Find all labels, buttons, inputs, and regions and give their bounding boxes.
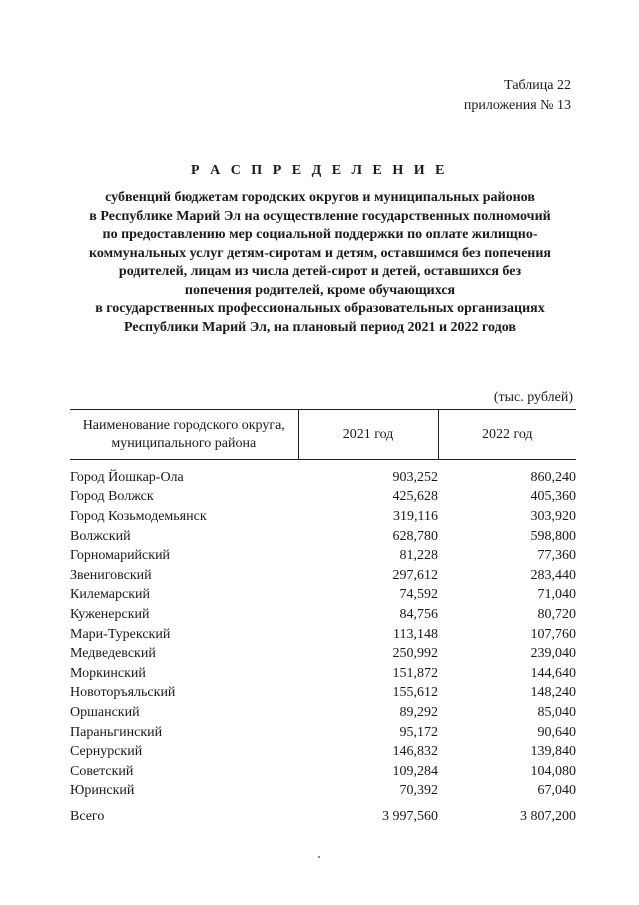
municipality-name: Оршанский: [70, 704, 140, 720]
value-2021: 70,392: [399, 783, 438, 799]
units-label: (тыс. рублей): [493, 390, 573, 405]
table-row: [70, 644, 576, 664]
value-2022: 148,240: [530, 685, 576, 701]
total-row: [70, 801, 576, 827]
municipality-name: Новоторъяльский: [70, 685, 176, 701]
municipality-name: Город Йошкар-Ола: [70, 469, 184, 485]
column-header-2021: 2021 год: [298, 410, 438, 460]
municipality-name: Советский: [70, 763, 134, 779]
value-2021: 84,756: [399, 606, 438, 622]
value-2021: 319,116: [393, 508, 438, 524]
subtitle-line: родителей, лицам из числа детей-сирот и детей, оставшихся без: [118, 264, 522, 279]
municipality-name: Волжский: [70, 528, 131, 544]
table-row: [70, 546, 576, 566]
municipality-name: Город Козьмодемьянск: [70, 508, 207, 524]
value-2022: 139,840: [530, 744, 576, 760]
municipality-name: Куженерский: [70, 606, 150, 622]
appendix-number: приложения № 13: [463, 98, 571, 113]
municipality-name: Килемарский: [70, 587, 151, 603]
table-row: [70, 762, 576, 782]
value-2022: 77,360: [537, 548, 576, 564]
municipality-name: Сернурский: [70, 744, 143, 760]
table-row: [70, 625, 576, 645]
table-row: [70, 488, 576, 508]
table-row: [70, 723, 576, 743]
subtitle-line: попечения родителей, кроме обучающихся: [184, 282, 456, 298]
value-2022: 283,440: [530, 567, 576, 583]
table-row: [70, 527, 576, 547]
value-2022: 598,800: [530, 528, 576, 544]
table-row: [70, 566, 576, 586]
value-2022: 860,240: [530, 469, 576, 485]
table-row: [70, 782, 576, 802]
municipality-name: Юринский: [70, 783, 135, 799]
scan-speck: [318, 856, 320, 858]
table-row: [70, 460, 576, 488]
value-2022: 303,920: [530, 508, 576, 524]
value-2021: 81,228: [399, 548, 438, 564]
subtitle-line: по предоставлению мер социальной поддержки по оплате жилищно-: [102, 227, 538, 242]
municipality-name: Город Волжск: [70, 489, 154, 505]
table-header-row: [70, 410, 576, 460]
value-2022: 90,640: [537, 724, 576, 740]
table-row: [70, 664, 576, 684]
value-2021: 155,612: [392, 685, 438, 701]
value-2021: 297,612: [392, 567, 438, 583]
municipality-name: Звениговский: [70, 567, 152, 583]
municipality-name: Мари-Турекский: [70, 626, 171, 642]
total-2021: 3 997,560: [382, 808, 438, 824]
table-row: [70, 703, 576, 723]
value-2022: 85,040: [537, 704, 576, 720]
value-2021: 95,172: [399, 724, 438, 740]
value-2022: 239,040: [530, 646, 576, 662]
table-number: Таблица 22: [504, 78, 571, 93]
value-2021: 113,148: [393, 626, 438, 642]
table-row: [70, 605, 576, 625]
municipality-name: Горномарийский: [70, 548, 171, 564]
value-2021: 250,992: [392, 646, 438, 662]
table-body: [70, 460, 576, 827]
value-2022: 144,640: [530, 665, 576, 681]
table-row: [70, 586, 576, 606]
subtitle-line: субвенций бюджетам городских округов и муниципальных районов: [105, 190, 535, 205]
subtitle-line: Республики Марий Эл, на плановый период 2021 и 2022 годов: [124, 319, 516, 335]
value-2022: 104,080: [530, 763, 576, 779]
table-reference-note: [464, 76, 571, 116]
table-row: [70, 742, 576, 762]
value-2021: 89,292: [399, 704, 438, 720]
value-2021: 146,832: [392, 744, 438, 760]
table-row: [70, 507, 576, 527]
total-label: Всего: [70, 808, 105, 824]
document-title: Р А С П Р Е Д Е Л Е Н И Е: [191, 163, 448, 178]
value-2022: 405,360: [530, 489, 576, 505]
value-2021: 628,780: [392, 528, 438, 544]
municipality-name: Моркинский: [70, 665, 146, 681]
subtitle-line: в Республике Марий Эл на осуществление государственных полномочий: [89, 208, 551, 224]
value-2021: 425,628: [392, 489, 438, 505]
table-row: [70, 684, 576, 704]
column-header-2022: 2022 год: [438, 410, 576, 460]
value-2021: 903,252: [392, 469, 438, 485]
column-header-name: Наименование городского округа, муниципального района: [70, 410, 298, 460]
value-2022: 107,760: [530, 626, 576, 642]
value-2021: 109,284: [392, 763, 438, 779]
subtitle-line: коммунальных услуг детям-сиротам и детям, оставшимся без попечения: [88, 245, 552, 261]
value-2022: 67,040: [537, 783, 576, 799]
distribution-table: [70, 409, 576, 827]
value-2021: 151,872: [392, 665, 438, 681]
value-2022: 80,720: [537, 606, 576, 622]
municipality-name: Медведевский: [70, 646, 156, 662]
municipality-name: Параньгинский: [70, 724, 163, 740]
document-subtitle: [60, 189, 580, 337]
subtitle-line: в государственных профессиональных образовательных организациях: [95, 301, 545, 316]
value-2022: 71,040: [537, 587, 576, 603]
total-2022: 3 807,200: [520, 808, 576, 824]
value-2021: 74,592: [399, 587, 438, 603]
